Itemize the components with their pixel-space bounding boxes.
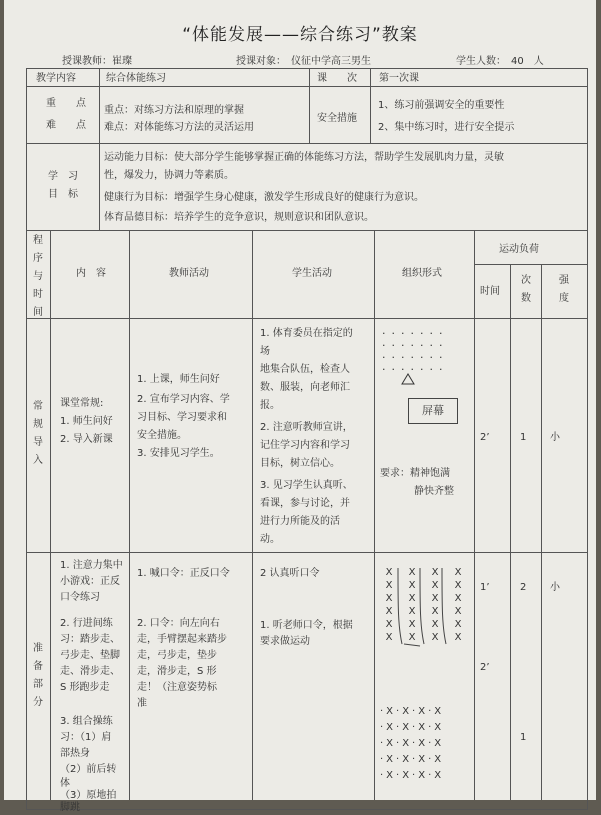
lesson-label: 课 次: [317, 73, 357, 84]
header-organization: 组织形式: [402, 268, 442, 279]
section1-student-11: 动。: [260, 534, 280, 545]
content-label: 教学内容: [36, 73, 76, 84]
section1-student-6: 记住学习内容和学习: [260, 440, 350, 451]
key-label: 重 点: [46, 98, 86, 109]
section1-student-8: 3. 见习学生认真听、: [260, 480, 353, 491]
section2-teacher-4: 2. 口令：向左向右: [137, 618, 220, 629]
section2-content-6: 弓步走、垫脚: [60, 650, 120, 661]
teacher-info: 授课教师：崔璨: [62, 56, 132, 67]
section2-student-4: 1. 听老师口令，根据: [260, 620, 353, 631]
goal-health: 健康行为目标：增强学生身心健康，激发学生形成良好的健康行为意识。: [104, 192, 424, 203]
section2-content-16: （3）原地拍: [60, 790, 117, 801]
header-teacher: 教师活动: [169, 268, 209, 279]
goal-ability-cont: 性，爆发力，协调力等素质。: [104, 170, 234, 181]
section1-count: 1: [520, 432, 527, 443]
section1-content-2: 2. 导入新课: [60, 434, 113, 445]
section1-student-4: 报。: [260, 400, 280, 411]
content-value: 综合体能练习: [106, 73, 166, 84]
safety-label: 安全措施: [317, 113, 357, 124]
section2-teacher-0: 1. 喊口令：正反口令: [137, 568, 230, 579]
section2-content-8: S 形跑步走: [60, 682, 110, 693]
section1-teacher-4: 3. 安排见习学生。: [137, 448, 220, 459]
section2-teacher-8: 走！（注意姿势标: [137, 682, 217, 693]
section2-content-12: 习：（1）肩: [60, 732, 112, 743]
section2-intensity: 小: [550, 582, 560, 593]
header-student: 学生活动: [292, 268, 332, 279]
section1-student-5: 2. 注意听教师宣讲，: [260, 422, 353, 433]
teacher-triangle-icon: [401, 373, 415, 385]
section2-time-2: 2’: [480, 662, 490, 673]
section1-student-1: 场: [260, 346, 270, 357]
formation-x-col-4: X X X X X X: [454, 567, 462, 643]
section1-requirement-1: 要求：精神饱满: [380, 468, 450, 479]
difficulty-text: 难点：对体能练习方法的灵活运用: [104, 122, 254, 133]
section2-count-1: 2: [520, 582, 527, 593]
goals-label: 学 习 目 标: [48, 171, 78, 200]
screen-box: 屏幕: [408, 398, 458, 424]
formation-row-1: ·······: [382, 327, 449, 340]
section1-teacher-1: 2. 宣布学习内容、学: [137, 394, 230, 405]
section1-teacher-3: 安全措施。: [137, 430, 187, 441]
section1-content-0: 课堂常规:: [60, 398, 104, 409]
formation-xrow-2: ·X·X·X·X: [380, 722, 445, 733]
section1-student-7: 目标，树立信心。: [260, 458, 340, 469]
section1-name: 常 规 导 入: [33, 401, 43, 466]
section1-intensity: 小: [550, 432, 560, 443]
difficulty-label: 难 点: [46, 120, 86, 131]
section2-name: 准 备 部 分: [33, 643, 43, 708]
formation-x-col-3: X X X X X X: [431, 567, 439, 643]
goal-character: 体育品德目标：培养学生的竞争意识，规则意识和团队意识。: [104, 212, 374, 223]
section2-count-2: 1: [520, 732, 527, 743]
target-info: 授课对象： 仪征中学高三男生: [236, 56, 371, 67]
header-count: 次 数: [521, 275, 531, 304]
section2-student-0: 2 认真听口令: [260, 568, 320, 579]
key-text: 重点：对练习方法和原理的掌握: [104, 105, 244, 116]
goal-ability: 运动能力目标：使大部分学生能够掌握正确的体能练习方法，帮助学生发展肌肉力量，灵敏: [104, 152, 504, 163]
formation-x-col-2: X X X X X X: [408, 567, 416, 643]
section1-student-3: 数、服装，向老师汇: [260, 382, 350, 393]
page-title: “体能发展——综合练习”教案: [182, 25, 418, 45]
safety-item-2: 2、集中练习时，进行安全提示: [378, 122, 515, 133]
section2-time-1: 1’: [480, 582, 490, 593]
section1-teacher-0: 1. 上课，师生问好: [137, 374, 220, 385]
movement-arrows-icon: [390, 566, 460, 650]
header-intensity: 强 度: [559, 275, 569, 304]
formation-row-3: ·······: [382, 351, 449, 364]
section2-content-1: 小游戏：正反: [60, 576, 120, 587]
students-info: 学生人数： 40 人: [456, 56, 544, 67]
section2-content-5: 习：踏步走、: [60, 634, 120, 645]
section2-content-14: （2）前后转: [60, 764, 117, 775]
section2-teacher-6: 走，弓步走，垫步: [137, 650, 217, 661]
header-load: 运动负荷: [499, 244, 539, 255]
header-procedure: 程 序 与 时 间: [33, 235, 43, 318]
formation-row-2: ·······: [382, 339, 449, 352]
section2-teacher-5: 走，手臂摆起来踏步: [137, 634, 227, 645]
lesson-plan-page: [4, 0, 596, 813]
formation-row-4: ·······: [382, 363, 449, 376]
section2-teacher-9: 准: [137, 698, 147, 709]
section2-content-2: 口令练习: [60, 592, 100, 603]
section1-time: 2’: [480, 432, 490, 443]
lesson-value: 第一次课: [379, 73, 419, 84]
formation-x-col-1: X X X X X X: [385, 567, 393, 643]
section1-student-2: 地集合队伍，检查人: [260, 364, 350, 375]
section1-teacher-2: 习目标、学习要求和: [137, 412, 227, 423]
header-time: 时间: [480, 286, 500, 297]
section1-student-10: 进行力所能及的活: [260, 516, 340, 527]
section2-student-5: 要求做运动: [260, 636, 310, 647]
section1-student-0: 1. 体育委员在指定的: [260, 328, 353, 339]
section2-content-4: 2. 行进间练: [60, 618, 113, 629]
formation-xrow-1: ·X·X·X·X: [380, 706, 445, 717]
formation-xrow-3: ·X·X·X·X: [380, 738, 445, 749]
section1-content-1: 1. 师生问好: [60, 416, 113, 427]
header-content: 内 容: [76, 268, 106, 279]
section2-content-0: 1. 注意力集中: [60, 560, 123, 571]
section1-requirement-2: 静快齐整: [414, 486, 454, 497]
section2-teacher-7: 走，滑步走，S 形: [137, 666, 217, 677]
section2-content-17: 脚跳: [60, 802, 80, 813]
formation-xrow-5: ·X·X·X·X: [380, 770, 445, 781]
section2-content-7: 走、滑步走、: [60, 666, 120, 677]
formation-xrow-4: ·X·X·X·X: [380, 754, 445, 765]
section2-content-11: 3. 组合操练: [60, 716, 113, 727]
section1-student-9: 看课，参与讨论，并: [260, 498, 350, 509]
safety-item-1: 1、练习前强调安全的重要性: [378, 100, 505, 111]
section2-content-13: 部热身: [60, 748, 90, 759]
section2-content-15: 体: [60, 778, 70, 789]
